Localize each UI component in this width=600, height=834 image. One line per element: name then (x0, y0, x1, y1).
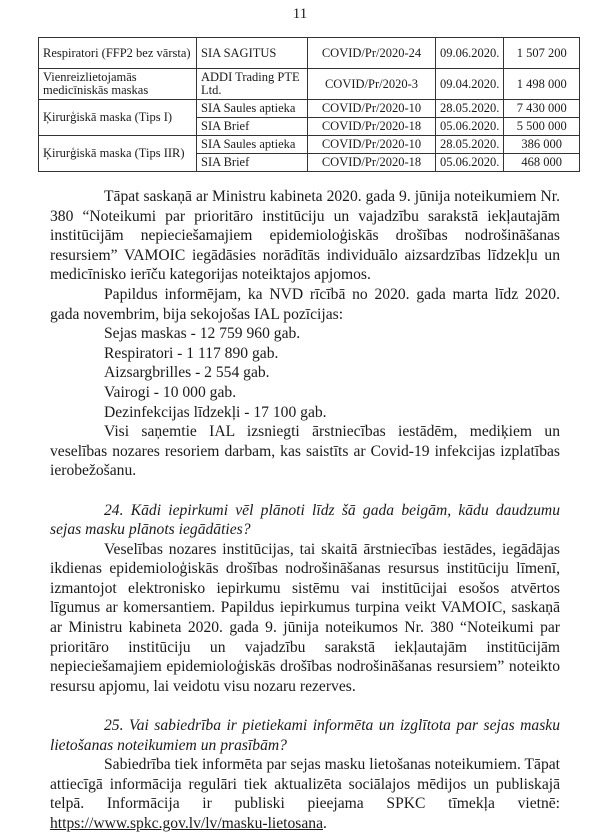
answer-24: Veselības nozares institūcijas, tai skaitā ārstniecības iestādes, iegādājas ikdienas epidemioloģiskās drošības nodrošināšanas resursus institūciju līmenī, izmantojot elektronisko iepirkumu sistēmu vai institūcijai esošos atvērtos līgumus ar komersantiem. Papildus iepirkumus turpina veikt VAMOIC, saskaņā ar Ministru kabineta 2020. gada 9. jūnija noteikumos Nr. 380 “Noteikumi par prioritāro institūciju un vajadzību sarakstā iekļautajām institūcijām nepieciešamajiem epidemioloģiskās drošības nodrošināšanas resursiem” noteikto resursu apjomu, lai veidotu visu nozaru rezerves. (50, 540, 560, 695)
contract-cell: COVID/Pr/2020-10 (308, 100, 436, 118)
spacer (50, 696, 560, 716)
supplier-cell: ADDI Trading PTE Ltd. (197, 69, 308, 100)
stock-item: Vairogi - 10 000 gab. (104, 383, 237, 401)
date-cell: 09.06.2020. (436, 38, 504, 69)
stock-item: Sejas maskas - 12 759 960 gab. (104, 325, 301, 343)
product-cell: Respiratori (FFP2 bez vārsta) (39, 38, 197, 69)
quantity-cell: 386 000 (504, 136, 580, 154)
product-cell: Vienreizlietojamās medicīniskās maskas (39, 69, 197, 100)
product-cell: Ķirurģiskā maska (Tips I) (39, 100, 197, 136)
quantity-cell: 468 000 (504, 154, 580, 172)
spkc-mask-usage-link[interactable]: https://www.spkc.gov.lv/lv/masku-lietosana (50, 815, 324, 832)
question-25: 25. Vai sabiedrība ir pietiekami informēta un izglītota par sejas masku lietošanas noteikumiem un prasībām? (50, 717, 560, 754)
stock-item: Dezinfekcijas līdzekļi - 17 100 gab. (104, 403, 327, 421)
quantity-cell: 5 500 000 (504, 118, 580, 136)
quantity-cell: 1 507 200 (504, 38, 580, 69)
date-cell: 28.05.2020. (436, 100, 504, 118)
paragraph-nvd-stock: Papildus informējam, ka NVD rīcībā no 2020. gada marta līdz 2020. gada novembrim, bija sekojošas IAL pozīcijas: (50, 285, 560, 323)
supplier-cell: SIA Brief (197, 118, 308, 136)
paragraph-distribution: Visi saņemtie IAL izsniegti ārstniecības iestādēm, mediķiem un veselības nozares resoriem darbam, kas saistīts ar Covid-19 infekcijas izplatības ierobežošanu. (50, 423, 560, 480)
quantity-cell: 1 498 000 (504, 69, 580, 100)
contract-cell: COVID/Pr/2020-18 (308, 118, 436, 136)
document-body (50, 187, 560, 834)
paragraph-regulation: Tāpat saskaņā ar Ministru kabineta 2020. gada 9. jūnija noteikumiem Nr. 380 “Noteikumi par prioritāro institūciju un vajadzību sarakstā iekļautajām institūcijām nepieciešamajiem epidemioloģiskās drošības nodrošināšanas resursiem” VAMOIC iegādāsies norādītās individuālo aizsardzības līdzekļu un medicīnisko ierīču kategorijas noteiktajos apjomos. (50, 188, 560, 284)
table-row (39, 100, 580, 118)
answer-25-text: Sabiedrība tiek informēta par sejas masku lietošanas noteikumiem. Tāpat attiecīgā informācija regulāri tiek aktualizēta sociālajos mēdijos un publiskajā telpā. Informācija ir publiski pieejama SPKC tīmekļa vietnē: (50, 756, 560, 813)
answer-25-end: . (323, 815, 327, 832)
date-cell: 09.04.2020. (436, 69, 504, 100)
stock-item: Aizsargbrilles - 2 554 gab. (104, 364, 270, 382)
contract-cell: COVID/Pr/2020-10 (308, 136, 436, 154)
date-cell: 28.05.2020. (436, 136, 504, 154)
question-24: 24. Kādi iepirkumi vēl plānoti līdz šā gada beigām, kādu daudzumu sejas masku plānots iegādāties? (50, 501, 560, 539)
supplier-cell: SIA Saules aptieka (197, 100, 308, 118)
procurement-table (38, 37, 580, 172)
supplier-cell: SIA SAGITUS (197, 38, 308, 69)
supplier-cell: SIA Saules aptieka (197, 136, 308, 154)
supplier-cell: SIA Brief (197, 154, 308, 172)
spacer (50, 481, 560, 501)
table-row (39, 136, 580, 154)
table-row (39, 38, 580, 69)
answer-25 (50, 755, 560, 833)
contract-cell: COVID/Pr/2020-24 (308, 38, 436, 69)
table-row (39, 69, 580, 100)
stock-item: Respiratori - 1 117 890 gab. (104, 344, 279, 362)
date-cell: 05.06.2020. (436, 154, 504, 172)
contract-cell: COVID/Pr/2020-18 (308, 154, 436, 172)
page-number: 11 (292, 6, 308, 22)
quantity-cell: 7 430 000 (504, 100, 580, 118)
product-cell: Ķirurģiskā maska (Tips IIR) (39, 136, 197, 172)
date-cell: 05.06.2020. (436, 118, 504, 136)
contract-cell: COVID/Pr/2020-3 (308, 69, 436, 100)
